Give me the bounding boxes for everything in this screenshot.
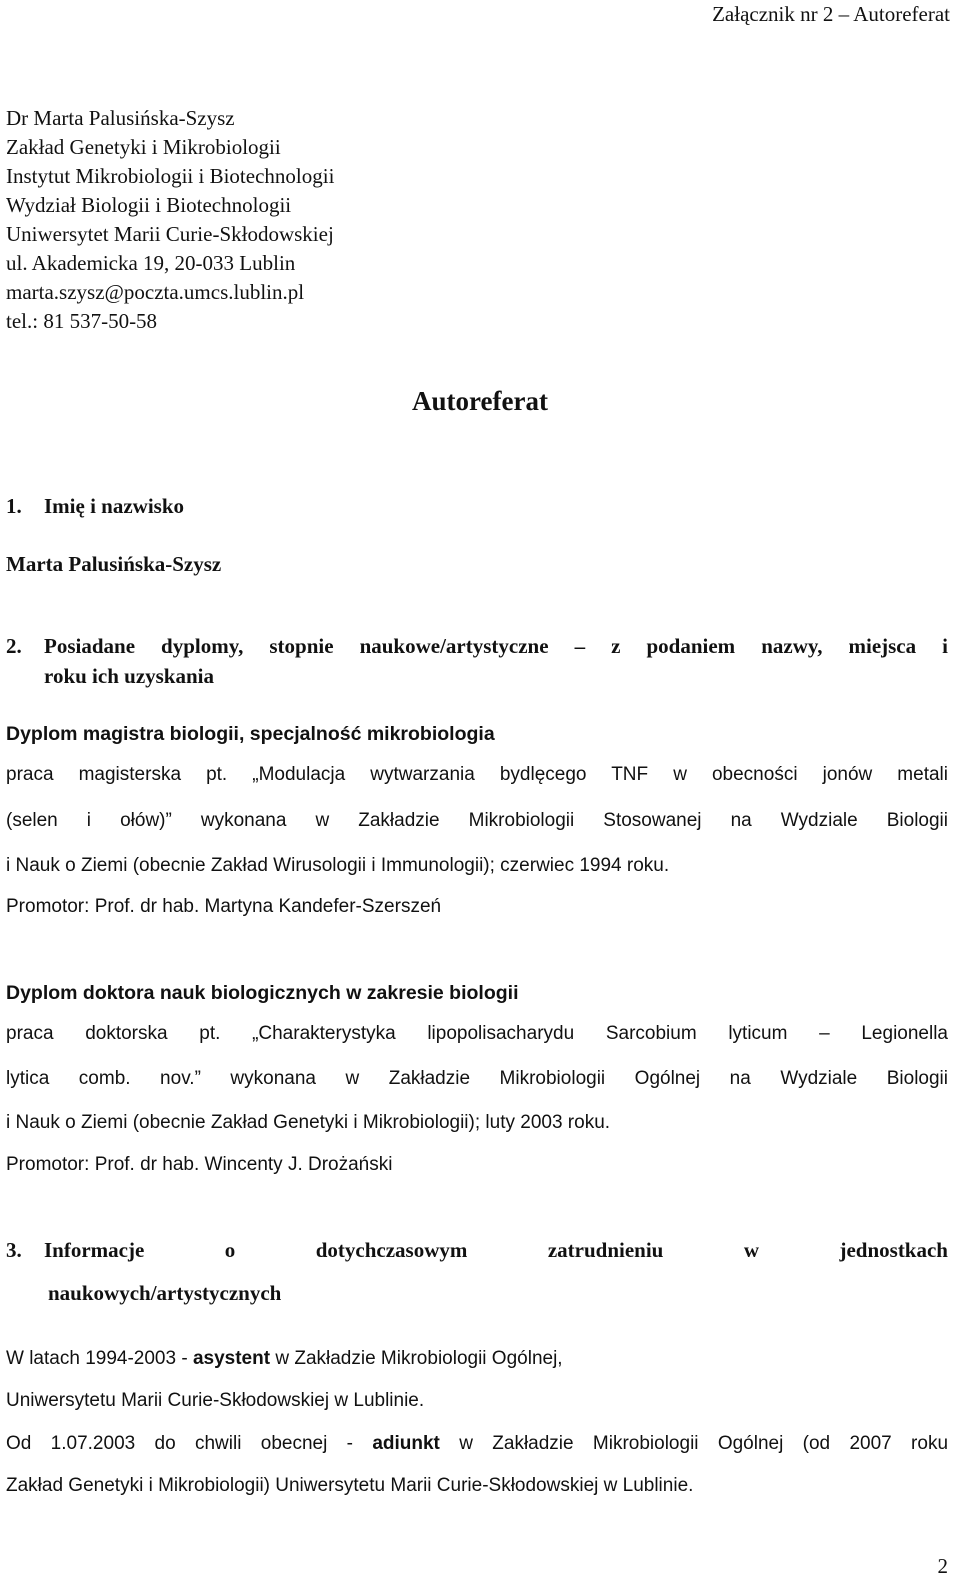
section-2-heading-line2: roku ich uzyskania <box>44 664 214 688</box>
employment-1-role: asystent <box>192 1348 271 1369</box>
section-3-heading <box>6 1238 948 1263</box>
doctorate-thesis-line1: praca doktorska pt. „Charakterystyka lipopolisacharydu Sarcobium lyticum – Legionella <box>6 1023 948 1044</box>
university-line: Uniwersytet Marii Curie-Skłodowskiej <box>6 222 334 246</box>
masters-promotor: Promotor: Prof. dr hab. Martyna Kandefer-Szerszeń <box>6 896 442 917</box>
employment-2-line1 <box>6 1433 948 1455</box>
author-name-line: Dr Marta Palusińska-Szysz <box>6 106 235 130</box>
section-2-heading <box>6 634 948 659</box>
section-3-number: 3. <box>6 1238 22 1262</box>
masters-thesis-line1: praca magisterska pt. „Modulacja wytwarzania bydlęcego TNF w obecności jonów metali <box>6 764 948 785</box>
section-2-number: 2. <box>6 634 22 658</box>
employment-1-line1 <box>6 1348 563 1370</box>
section-1-heading-text: Imię i nazwisko <box>44 494 185 518</box>
doctorate-degree-title: Dyplom doktora nauk biologicznych w zakresie biologii <box>6 982 519 1004</box>
street-address-line: ul. Akademicka 19, 20-033 Lublin <box>6 251 296 275</box>
masters-thesis-line3: i Nauk o Ziemi (obecnie Zakład Wirusologii i Immunologii); czerwiec 1994 roku. <box>6 855 670 876</box>
employment-2-line2: Zakład Genetyki i Mikrobiologii) Uniwersytetu Marii Curie-Skłodowskiej w Lublinie. <box>6 1475 694 1496</box>
employment-2-role: adiunkt <box>372 1433 440 1454</box>
section-1-number: 1. <box>6 494 22 518</box>
section-3-heading-line1: Informacje o dotychczasowym zatrudnieniu w jednostkach <box>44 1238 948 1262</box>
employment-1-line2: Uniwersytetu Marii Curie-Skłodowskiej w Lublinie. <box>6 1390 425 1411</box>
full-name: Marta Palusińska-Szysz <box>6 552 222 576</box>
employment-1-suffix: w Zakładzie Mikrobiologii Ogólnej, <box>270 1348 563 1369</box>
employment-2-suffix: w Zakładzie Mikrobiologii Ogólnej (od 2007 roku <box>439 1433 949 1454</box>
phone-line: tel.: 81 537-50-58 <box>6 309 158 333</box>
section-2-heading-line1: Posiadane dyplomy, stopnie naukowe/artystyczne – z podaniem nazwy, miejsca i <box>44 634 948 658</box>
page-number: 2 <box>937 1554 948 1578</box>
doctorate-thesis-line3: i Nauk o Ziemi (obecnie Zakład Genetyki i Mikrobiologii); luty 2003 roku. <box>6 1112 611 1133</box>
email-line: marta.szysz@poczta.umcs.lublin.pl <box>6 280 305 304</box>
doctorate-thesis-line2: lytica comb. nov.” wykonana w Zakładzie Mikrobiologii Ogólnej na Wydziale Biologii <box>6 1068 948 1089</box>
masters-degree-title: Dyplom magistra biologii, specjalność mikrobiologia <box>6 723 495 745</box>
faculty-line: Wydział Biologii i Biotechnologii <box>6 193 292 217</box>
section-3-heading-line2: naukowych/artystycznych <box>48 1281 282 1305</box>
document-title: Autoreferat <box>412 386 548 416</box>
doctorate-promotor: Promotor: Prof. dr hab. Wincenty J. Drożański <box>6 1154 393 1175</box>
employment-2-prefix: Od 1.07.2003 do chwili obecnej - <box>6 1433 373 1454</box>
department-line: Zakład Genetyki i Mikrobiologii <box>6 135 281 159</box>
attachment-label: Załącznik nr 2 – Autoreferat <box>712 2 950 26</box>
employment-1-prefix: W latach 1994-2003 - <box>6 1348 193 1369</box>
section-1-heading <box>6 494 184 519</box>
institute-line: Instytut Mikrobiologii i Biotechnologii <box>6 164 335 188</box>
masters-thesis-line2: (selen i ołów)” wykonana w Zakładzie Mikrobiologii Stosowanej na Wydziale Biologii <box>6 810 948 831</box>
